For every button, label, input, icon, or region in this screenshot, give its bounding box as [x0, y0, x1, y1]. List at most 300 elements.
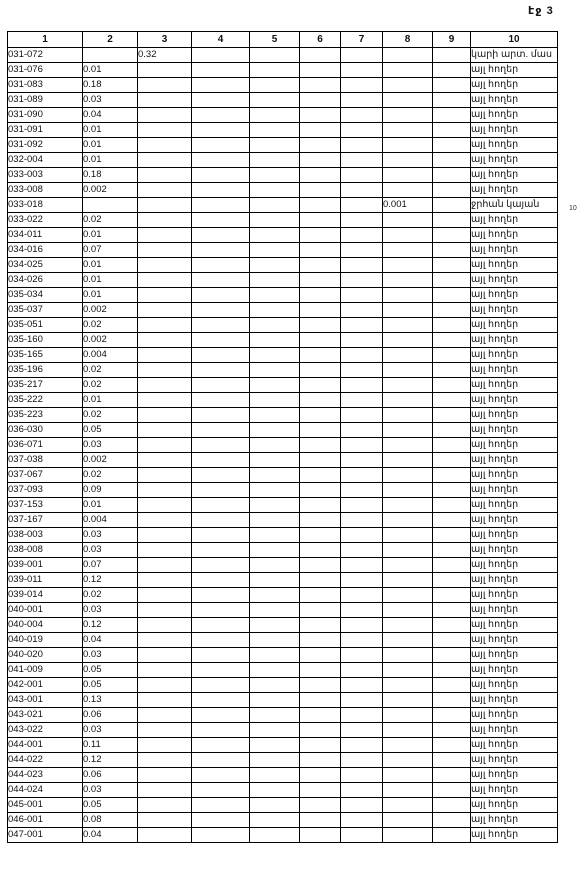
table-row: [8, 123, 558, 138]
cell-col-6: [300, 528, 341, 543]
cell-col-7: [341, 543, 383, 558]
cell-col-8: [383, 768, 433, 783]
cell-col-4: [192, 243, 250, 258]
cell-col-4: [192, 738, 250, 753]
cell-col-7: [341, 393, 383, 408]
cell-col-2: 0.03: [83, 723, 138, 738]
cell-col-10: այլ հողեր: [471, 618, 558, 633]
cell-col-2: 0.13: [83, 693, 138, 708]
cell-col-7: [341, 348, 383, 363]
cell-col-1: 047-001: [8, 828, 83, 843]
table-row: [8, 333, 558, 348]
table-row: [8, 738, 558, 753]
cell-col-3: [138, 483, 192, 498]
cell-col-4: [192, 468, 250, 483]
cell-col-4: [192, 603, 250, 618]
cell-col-2: 0.05: [83, 663, 138, 678]
cell-col-3: [138, 768, 192, 783]
cell-col-7: [341, 453, 383, 468]
cell-col-8: [383, 153, 433, 168]
cell-col-7: [341, 438, 383, 453]
cell-col-1: 031-090: [8, 108, 83, 123]
cell-col-6: [300, 363, 341, 378]
cell-col-3: [138, 708, 192, 723]
cell-col-5: [250, 93, 300, 108]
cell-col-3: [138, 348, 192, 363]
cell-col-8: [383, 813, 433, 828]
cell-col-3: [138, 798, 192, 813]
column-header-5: 5: [250, 32, 300, 48]
cell-col-8: [383, 408, 433, 423]
cell-col-10: այլ հողեր: [471, 243, 558, 258]
cell-col-4: [192, 813, 250, 828]
cell-col-9: [433, 303, 471, 318]
cell-col-3: [138, 543, 192, 558]
column-header-8: 8: [383, 32, 433, 48]
cell-col-6: [300, 708, 341, 723]
cell-col-7: [341, 633, 383, 648]
cell-col-7: [341, 828, 383, 843]
cell-col-7: [341, 93, 383, 108]
cell-col-6: [300, 513, 341, 528]
cell-col-2: 0.02: [83, 378, 138, 393]
cell-col-2: 0.07: [83, 558, 138, 573]
cell-col-4: [192, 168, 250, 183]
cell-col-1: 043-001: [8, 693, 83, 708]
cell-col-4: [192, 513, 250, 528]
cell-col-5: [250, 288, 300, 303]
cell-col-6: [300, 198, 341, 213]
cell-col-4: [192, 528, 250, 543]
cell-col-7: [341, 573, 383, 588]
cell-col-8: [383, 648, 433, 663]
cell-col-1: 031-083: [8, 78, 83, 93]
cell-col-6: [300, 393, 341, 408]
table-row: [8, 243, 558, 258]
cell-col-3: [138, 633, 192, 648]
table-row: [8, 258, 558, 273]
cell-col-2: 0.08: [83, 813, 138, 828]
cell-col-2: 0.12: [83, 573, 138, 588]
cell-col-4: [192, 543, 250, 558]
table-row: [8, 303, 558, 318]
cell-col-6: [300, 663, 341, 678]
cell-col-3: [138, 753, 192, 768]
cell-col-1: 042-001: [8, 678, 83, 693]
cell-col-1: 037-093: [8, 483, 83, 498]
cell-col-7: [341, 483, 383, 498]
cell-col-2: 0.02: [83, 213, 138, 228]
cell-col-3: [138, 198, 192, 213]
cell-col-5: [250, 633, 300, 648]
cell-col-1: 035-165: [8, 348, 83, 363]
cell-col-8: [383, 783, 433, 798]
cell-col-7: [341, 648, 383, 663]
cell-col-1: 033-003: [8, 168, 83, 183]
cell-col-10: այլ հողեր: [471, 663, 558, 678]
cell-col-7: [341, 153, 383, 168]
cell-col-10: այլ հողեր: [471, 228, 558, 243]
cell-col-5: [250, 213, 300, 228]
cell-col-2: 0.002: [83, 303, 138, 318]
cell-col-6: [300, 138, 341, 153]
cell-col-3: [138, 528, 192, 543]
cell-col-7: [341, 243, 383, 258]
cell-col-5: [250, 558, 300, 573]
cell-col-2: 0.03: [83, 93, 138, 108]
cell-col-8: [383, 603, 433, 618]
cell-col-3: [138, 573, 192, 588]
cell-col-1: 040-019: [8, 633, 83, 648]
cell-col-10: այլ հողեր: [471, 708, 558, 723]
cell-col-5: [250, 153, 300, 168]
table-row: [8, 63, 558, 78]
column-header-4: 4: [192, 32, 250, 48]
cell-col-8: [383, 123, 433, 138]
cell-col-6: [300, 588, 341, 603]
cell-col-9: [433, 738, 471, 753]
table-row: [8, 648, 558, 663]
cell-col-8: [383, 558, 433, 573]
table-row: [8, 273, 558, 288]
cell-col-2: 0.01: [83, 258, 138, 273]
cell-col-1: 035-196: [8, 363, 83, 378]
cell-col-5: [250, 783, 300, 798]
cell-col-10: այլ հողեր: [471, 183, 558, 198]
cell-col-5: [250, 768, 300, 783]
cell-col-6: [300, 303, 341, 318]
cell-col-8: [383, 363, 433, 378]
cell-col-2: 0.05: [83, 798, 138, 813]
cell-col-5: [250, 723, 300, 738]
cell-col-2: 0.01: [83, 138, 138, 153]
cell-col-10: այլ հողեր: [471, 498, 558, 513]
cell-col-3: [138, 153, 192, 168]
cell-col-7: [341, 213, 383, 228]
cell-col-7: [341, 183, 383, 198]
cell-col-3: [138, 183, 192, 198]
cell-col-3: [138, 288, 192, 303]
cell-col-6: [300, 378, 341, 393]
cell-col-1: 031-092: [8, 138, 83, 153]
cell-col-9: [433, 258, 471, 273]
cell-col-7: [341, 618, 383, 633]
cell-col-10: այլ հողեր: [471, 558, 558, 573]
cell-col-3: 0.32: [138, 48, 192, 63]
cell-col-8: [383, 753, 433, 768]
cell-col-2: [83, 198, 138, 213]
cell-col-10: այլ հողեր: [471, 468, 558, 483]
cell-col-1: 031-091: [8, 123, 83, 138]
cell-col-7: [341, 513, 383, 528]
cell-col-2: 0.09: [83, 483, 138, 498]
cell-col-1: 039-014: [8, 588, 83, 603]
cell-col-4: [192, 663, 250, 678]
cell-col-10: այլ հողեր: [471, 423, 558, 438]
cell-col-9: [433, 333, 471, 348]
cell-col-8: [383, 663, 433, 678]
cell-col-4: [192, 363, 250, 378]
table-row: [8, 678, 558, 693]
cell-col-5: [250, 333, 300, 348]
cell-col-6: [300, 693, 341, 708]
cell-col-9: [433, 363, 471, 378]
cell-col-4: [192, 453, 250, 468]
table-row: [8, 633, 558, 648]
cell-col-2: 0.01: [83, 123, 138, 138]
cell-col-7: [341, 768, 383, 783]
cell-col-7: [341, 528, 383, 543]
table-row: [8, 198, 558, 213]
cell-col-6: [300, 603, 341, 618]
cell-col-4: [192, 318, 250, 333]
cell-col-1: 037-153: [8, 498, 83, 513]
cell-col-7: [341, 693, 383, 708]
cell-col-1: 032-004: [8, 153, 83, 168]
cell-col-9: [433, 783, 471, 798]
cell-col-1: 038-008: [8, 543, 83, 558]
cell-col-6: [300, 813, 341, 828]
cell-col-3: [138, 438, 192, 453]
cell-col-3: [138, 243, 192, 258]
cell-col-2: 0.05: [83, 678, 138, 693]
cell-col-2: 0.004: [83, 513, 138, 528]
cell-col-1: 035-217: [8, 378, 83, 393]
cell-col-6: [300, 723, 341, 738]
cell-col-8: [383, 78, 433, 93]
cell-col-2: 0.03: [83, 543, 138, 558]
cell-col-2: 0.11: [83, 738, 138, 753]
cell-col-7: [341, 48, 383, 63]
cell-col-6: [300, 558, 341, 573]
cell-col-6: [300, 753, 341, 768]
cell-col-3: [138, 213, 192, 228]
cell-col-7: [341, 363, 383, 378]
cell-col-1: 045-001: [8, 798, 83, 813]
cell-col-10: այլ հողեր: [471, 408, 558, 423]
cell-col-10: այլ հողեր: [471, 528, 558, 543]
cell-col-10: այլ հողեր: [471, 438, 558, 453]
cell-col-1: 046-001: [8, 813, 83, 828]
cell-col-3: [138, 468, 192, 483]
cell-col-6: [300, 783, 341, 798]
table-row: [8, 363, 558, 378]
cell-col-9: [433, 423, 471, 438]
cell-col-4: [192, 93, 250, 108]
cell-col-3: [138, 63, 192, 78]
cell-col-7: [341, 333, 383, 348]
cell-col-4: [192, 123, 250, 138]
cell-col-9: [433, 168, 471, 183]
cell-col-5: [250, 648, 300, 663]
cell-col-10: այլ հողեր: [471, 798, 558, 813]
cell-col-3: [138, 78, 192, 93]
cell-col-6: [300, 798, 341, 813]
cell-col-8: [383, 528, 433, 543]
cell-col-5: [250, 318, 300, 333]
cell-col-2: 0.002: [83, 453, 138, 468]
cell-col-9: [433, 273, 471, 288]
cell-col-8: [383, 513, 433, 528]
cell-col-2: 0.002: [83, 183, 138, 198]
cell-col-4: [192, 288, 250, 303]
cell-col-5: [250, 678, 300, 693]
cell-col-3: [138, 663, 192, 678]
cell-col-1: 043-022: [8, 723, 83, 738]
cell-col-9: [433, 393, 471, 408]
cell-col-10: այլ հողեր: [471, 123, 558, 138]
cell-col-5: [250, 78, 300, 93]
cell-col-8: [383, 63, 433, 78]
cell-col-3: [138, 258, 192, 273]
cell-col-10: այլ հողեր: [471, 108, 558, 123]
cell-col-7: [341, 228, 383, 243]
table-row: [8, 168, 558, 183]
cell-col-4: [192, 798, 250, 813]
cell-col-5: [250, 528, 300, 543]
cell-col-4: [192, 348, 250, 363]
cell-col-6: [300, 258, 341, 273]
cell-col-8: [383, 273, 433, 288]
cell-col-3: [138, 693, 192, 708]
cell-col-9: [433, 528, 471, 543]
cell-col-1: 044-023: [8, 768, 83, 783]
cell-col-7: [341, 468, 383, 483]
cell-col-8: [383, 453, 433, 468]
cell-col-4: [192, 498, 250, 513]
cell-col-7: [341, 138, 383, 153]
table-row: [8, 93, 558, 108]
cell-col-3: [138, 168, 192, 183]
cell-col-6: [300, 648, 341, 663]
cell-col-8: [383, 483, 433, 498]
cell-col-2: 0.04: [83, 633, 138, 648]
cell-col-9: [433, 123, 471, 138]
cell-col-4: [192, 78, 250, 93]
cell-col-3: [138, 93, 192, 108]
table-row: [8, 378, 558, 393]
cell-col-1: 041-009: [8, 663, 83, 678]
cell-col-7: [341, 63, 383, 78]
table-row: [8, 183, 558, 198]
cell-col-6: [300, 633, 341, 648]
cell-col-8: 0.001: [383, 198, 433, 213]
table-body: [8, 48, 558, 843]
cell-col-2: 0.04: [83, 828, 138, 843]
table-row: [8, 153, 558, 168]
cell-col-9: [433, 153, 471, 168]
cell-col-8: [383, 48, 433, 63]
cell-col-1: 037-167: [8, 513, 83, 528]
cell-col-5: [250, 663, 300, 678]
cell-col-1: 036-071: [8, 438, 83, 453]
cell-col-8: [383, 693, 433, 708]
table-row: [8, 483, 558, 498]
cell-col-2: 0.18: [83, 78, 138, 93]
cell-col-4: [192, 48, 250, 63]
table-row: [8, 603, 558, 618]
column-header-2: 2: [83, 32, 138, 48]
table-row: [8, 213, 558, 228]
cell-col-7: [341, 708, 383, 723]
land-parcel-table: [7, 31, 558, 843]
cell-col-5: [250, 393, 300, 408]
cell-col-2: 0.01: [83, 498, 138, 513]
cell-col-8: [383, 393, 433, 408]
cell-col-8: [383, 423, 433, 438]
cell-col-9: [433, 228, 471, 243]
cell-col-6: [300, 168, 341, 183]
cell-col-6: [300, 408, 341, 423]
cell-col-6: [300, 348, 341, 363]
cell-col-3: [138, 393, 192, 408]
cell-col-10: այլ հողեր: [471, 303, 558, 318]
cell-col-10: այլ հողեր: [471, 513, 558, 528]
cell-col-3: [138, 453, 192, 468]
cell-col-7: [341, 108, 383, 123]
cell-col-7: [341, 273, 383, 288]
cell-col-7: [341, 423, 383, 438]
cell-col-5: [250, 198, 300, 213]
cell-col-5: [250, 48, 300, 63]
column-header-10: 10: [471, 32, 558, 48]
cell-col-5: [250, 243, 300, 258]
cell-col-10: այլ հողեր: [471, 348, 558, 363]
cell-col-5: [250, 303, 300, 318]
cell-col-2: 0.01: [83, 393, 138, 408]
cell-col-1: 040-001: [8, 603, 83, 618]
cell-col-4: [192, 393, 250, 408]
cell-col-3: [138, 603, 192, 618]
cell-col-7: [341, 288, 383, 303]
cell-col-5: [250, 168, 300, 183]
cell-col-9: [433, 588, 471, 603]
cell-col-1: 034-011: [8, 228, 83, 243]
cell-col-7: [341, 663, 383, 678]
cell-col-9: [433, 768, 471, 783]
table-row: [8, 663, 558, 678]
cell-col-5: [250, 423, 300, 438]
cell-col-3: [138, 408, 192, 423]
cell-col-2: 0.03: [83, 648, 138, 663]
cell-col-1: 033-008: [8, 183, 83, 198]
cell-col-5: [250, 348, 300, 363]
cell-col-6: [300, 438, 341, 453]
margin-note: 10: [569, 205, 577, 212]
table-row: [8, 228, 558, 243]
table-row: [8, 708, 558, 723]
cell-col-10: այլ հողեր: [471, 738, 558, 753]
table-row: [8, 573, 558, 588]
cell-col-9: [433, 663, 471, 678]
cell-col-10: այլ հողեր: [471, 78, 558, 93]
page-number: էջ 3: [528, 5, 554, 17]
cell-col-2: 0.002: [83, 333, 138, 348]
cell-col-9: [433, 678, 471, 693]
table-row: [8, 408, 558, 423]
cell-col-7: [341, 813, 383, 828]
cell-col-4: [192, 333, 250, 348]
cell-col-9: [433, 648, 471, 663]
table-row: [8, 423, 558, 438]
cell-col-8: [383, 828, 433, 843]
cell-col-5: [250, 273, 300, 288]
column-header-3: 3: [138, 32, 192, 48]
cell-col-6: [300, 738, 341, 753]
cell-col-4: [192, 783, 250, 798]
cell-col-9: [433, 93, 471, 108]
cell-col-1: 043-021: [8, 708, 83, 723]
